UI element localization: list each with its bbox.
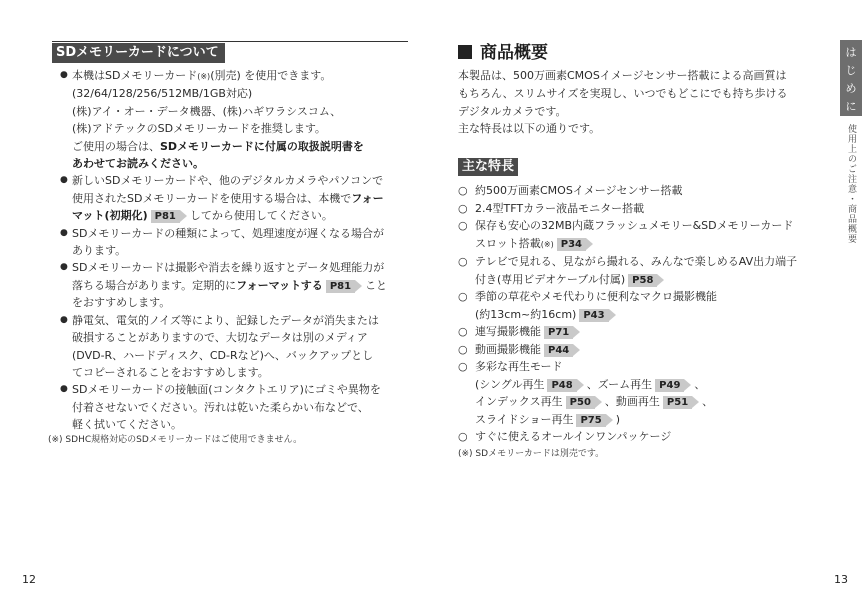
list-item: ● 本機はSDメモリーカード(※)(別売) を使用できます。 (32/64/128/256/512MB/1GB対応) (株)アイ・オー・データ機器、(株)ハギワラシスコム、 (株)アドテックのSDメモリーカードを推奨します。 ご使用の場合は、SDメモリーカードに付属の取扱説明書を あわせてお読みください。 (60, 69, 364, 171)
list-item: ○ 多彩な再生モード (シングル再生 P48 、ズーム再生 P49 、 インデックス再生 P50 、動画再生 P51 、 スライドショー再生 P75 ) (458, 360, 714, 426)
footnote: (※) SDメモリーカードは別売です。 (458, 449, 605, 459)
page-reference-tag: P48 (547, 379, 576, 392)
intro-paragraph: 本製品は、500万画素CMOSイメージセンサー搭載による高画質は もちろん、スリムサイズを実現し、いつでもどこにでも持ち歩ける デジタルカメラです。 主な特長は以下の通りです。 (458, 69, 788, 136)
section-header (52, 41, 408, 64)
page-reference-tag: P81 (151, 210, 180, 223)
circle-bullet-icon: ○ (458, 219, 468, 232)
bullet-icon: ● (60, 314, 68, 325)
page-reference-tag: P50 (566, 396, 595, 409)
list-item: ● 静電気、電気的ノイズ等により、記録したデータが消失または 破損することがありますので、大切なデータは別のメディア (DVD-R、ハードディスク、CD-Rなど)へ、バックアップとし てコピーされることをおすすめします。 (60, 313, 379, 379)
page-heading: 商品概要 (458, 38, 548, 63)
page-reference-tag: P75 (576, 414, 605, 427)
page-number: 13 (834, 573, 848, 586)
features-title: 主な特長 (458, 158, 518, 176)
bullet-icon: ● (60, 384, 68, 395)
page-number: 12 (22, 573, 36, 586)
circle-bullet-icon: ○ (458, 430, 468, 443)
page-reference-tag: P58 (628, 274, 657, 287)
page-reference-tag: P81 (326, 280, 355, 293)
circle-bullet-icon: ○ (458, 255, 468, 268)
sd-card-notes-list (52, 67, 412, 434)
circle-bullet-icon: ○ (458, 342, 468, 356)
list-item: ○ 動画撮影機能 P44 (458, 341, 830, 359)
circle-bullet-icon: ○ (458, 201, 468, 215)
chapter-side-tab: は じ め に (840, 40, 862, 116)
list-item: ○ テレビで見れる、見ながら撮れる、みんなで楽しめるAV出力端子 付き(専用ビデオケーブル付属) P58 (458, 255, 798, 286)
page-reference-tag: P71 (544, 326, 573, 339)
bullet-icon: ● (60, 227, 68, 238)
circle-bullet-icon: ○ (458, 184, 468, 197)
page-reference-tag: P43 (579, 309, 608, 322)
list-item: ● SDメモリーカードの種類によって、処理速度が遅くなる場合が あります。 (60, 226, 385, 258)
list-item: ○ 保存も安心の32MB内蔵フラッシュメモリー&SDメモリーカード スロット搭載(※) P34 (458, 219, 794, 250)
list-item: ● SDメモリーカードは撮影や消去を繰り返すとデータ処理能力が 落ちる場合があります。定期的にフォーマットする P81 こと をおすすめします。 (60, 261, 388, 310)
circle-bullet-icon: ○ (458, 290, 468, 303)
bullet-icon: ● (60, 175, 68, 186)
section-title: SDメモリーカードについて (52, 43, 225, 63)
right-page (434, 0, 868, 612)
page-reference-tag: P49 (655, 379, 684, 392)
list-item: ● 新しいSDメモリーカードや、他のデジタルカメラやパソコンで 使用されたSDメモリーカードを使用する場合は、本機でフォー マット(初期化) P81 してから使用してください。 (60, 174, 384, 223)
page-reference-tag: P51 (663, 396, 692, 409)
square-icon (458, 45, 472, 59)
list-item: ○ すぐに使えるオールインワンパッケージ (458, 428, 830, 446)
features-list (458, 182, 830, 446)
list-item: ○ 連写撮影機能 P71 (458, 323, 830, 341)
circle-bullet-icon: ○ (458, 360, 468, 373)
page-reference-tag: P34 (557, 238, 586, 251)
list-item: ○ 季節の草花やメモ代わりに便利なマクロ撮影機能 (約13cm~約16cm) P43 (458, 290, 717, 321)
footnote: (※) SDHC規格対応のSDメモリーカードはご使用できません。 (48, 435, 303, 445)
bullet-icon: ● (60, 70, 68, 80)
side-tab-subtitle: 使用上のご注意・商品概要 (846, 124, 856, 244)
circle-bullet-icon: ○ (458, 325, 468, 338)
list-item: ○ 2.4型TFTカラー液晶モニター搭載 (458, 200, 830, 218)
list-item: ● SDメモリーカードの接触面(コンタクトエリア)にゴミや異物を 付着させないでください。汚れは乾いた柔らかい布などで、 軽く拭いてください。 (60, 383, 381, 432)
bullet-icon: ● (60, 262, 68, 273)
page-reference-tag: P44 (544, 344, 573, 357)
list-item: ○ 約500万画素CMOSイメージセンサー搭載 (458, 182, 830, 200)
